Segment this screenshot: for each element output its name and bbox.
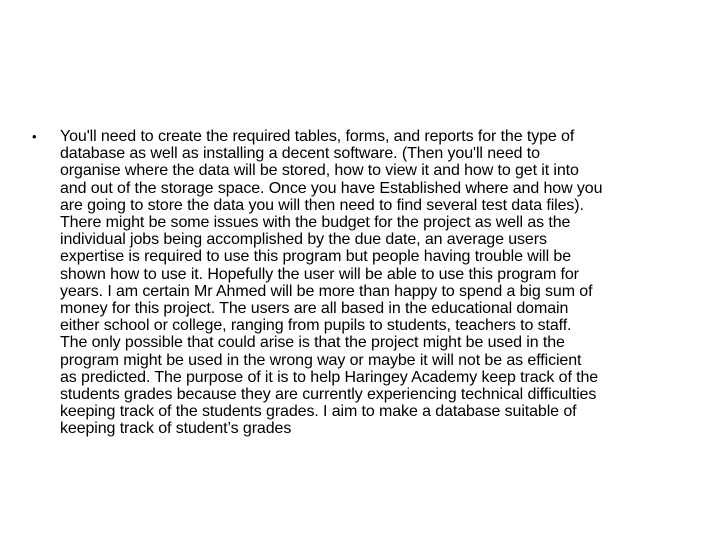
paragraph-line: There might be some issues with the budget for the project as well as the (60, 214, 571, 232)
paragraph-line: keeping track of the students grades. I aim to make a database suitable of (60, 403, 577, 421)
paragraph-line: The only possible that could arise is that the project might be used in the (60, 334, 565, 352)
paragraph-line: and out of the storage space. Once you have Established where and how you (60, 179, 603, 197)
paragraph-line: money for this project. The users are all based in the educational domain (60, 300, 569, 318)
paragraph-line: either school or college, ranging from pupils to students, teachers to staff. (60, 317, 572, 335)
bullet-icon: • (32, 129, 37, 144)
paragraph-line: organise where the data will be stored, how to view it and how to get it into (60, 162, 579, 180)
paragraph-line: keeping track of student’s grades (60, 420, 292, 438)
paragraph-line: students grades because they are currently experiencing technical difficulties (60, 386, 597, 404)
bullet-item (28, 128, 688, 438)
paragraph-line: database as well as installing a decent software. (Then you'll need to (60, 145, 540, 163)
paragraph-line: years. I am certain Mr Ahmed will be more than happy to spend a big sum of (60, 282, 593, 300)
paragraph-line: shown how to use it. Hopefully the user will be able to use this program for (60, 265, 579, 283)
paragraph-line: individual jobs being accomplished by the due date, an average users (60, 231, 547, 249)
paragraph-line: You'll need to create the required tables, forms, and reports for the type of (60, 128, 575, 145)
bullet-paragraph (60, 128, 688, 438)
paragraph-line: as predicted. The purpose of it is to help Haringey Academy keep track of the (60, 368, 599, 386)
paragraph-line: are going to store the data you will then need to find several test data files). (60, 196, 584, 214)
bullet-list (28, 128, 688, 438)
paragraph-line: program might be used in the wrong way or maybe it will not be as efficient (60, 351, 582, 369)
paragraph-line: expertise is required to use this program but people having trouble will be (60, 248, 572, 266)
